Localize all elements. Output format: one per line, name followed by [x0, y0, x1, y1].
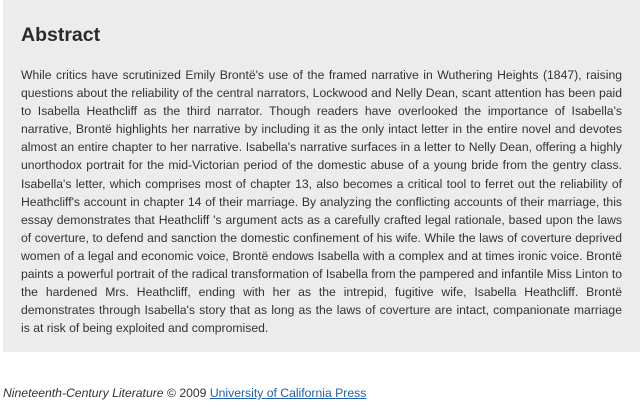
- publisher-link[interactable]: University of California Press: [209, 386, 367, 400]
- journal-title: Nineteenth-Century Literature: [3, 386, 164, 400]
- abstract-heading: Abstract: [21, 24, 101, 46]
- abstract-section: [3, 0, 640, 352]
- citation-footer: [3, 386, 366, 400]
- abstract-body: While critics have scrutinized Emily Brontë's use of the framed narrative in Wuthering Heights (1847), raising questions about the reliability of the central narrators, Lockwood and Nelly Dean, scant attention has been paid to Isabella Heathcliff as the third narrator. Though readers have overlooked the importance of Isabella's narrative, Brontë highlights her narrative by including it as the only intact letter in the entire novel and devotes almost an entire chapter to her narrative. Isabella's narrative surfaces in a letter to Nelly Dean, offering a highly unorthodox portrait for the mid-Victorian period of the domestic abuse of a young bride from the gentry class. Isabella's letter, which comprises most of chapter 13, also becomes a critical tool to ferret out the reliability of Heathcliff's account in chapter 14 of their marriage. By analyzing the conflicting accounts of their marriage, this essay demonstrates that Heathcliff 's argument acts as a carefully crafted legal rationale, based upon the laws of coverture, to defend and sanction the domestic confinement of his wife. While the laws of coverture deprived women of a legal and economic voice, Brontë endows Isabella with a complex and at times ironic voice. Brontë paints a powerful portrait of the radical transformation of Isabella from the pampered and infantile Miss Linton to the hardened Mrs. Heathcliff, ending with her as the intrepid, fugitive wife, Isabella Heathcliff. Brontë demonstrates through Isabella's story that as long as the laws of coverture are intact, companionate marriage is at risk of being exploited and compromised.: [21, 68, 622, 336]
- copyright-notice: © 2009: [163, 386, 210, 400]
